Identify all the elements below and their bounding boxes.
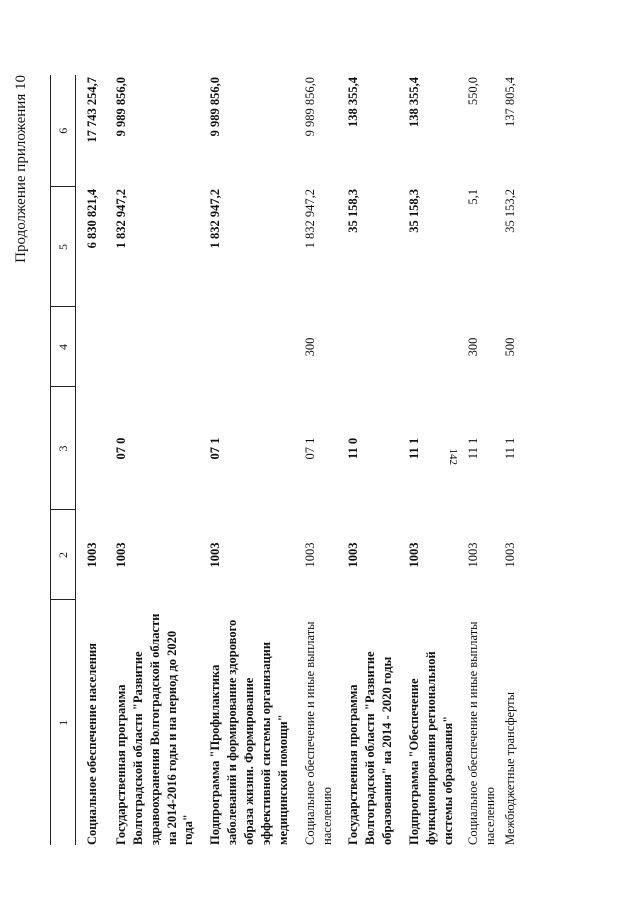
- row-name: Государственная программа Волгоградской области "Развитие образования" на 2014 - 2020 годы: [346, 651, 395, 845]
- row-name: Подпрограмма "Обеспечение функционирования региональной системы образования": [407, 651, 455, 845]
- row-value-6: 9 989 856,0: [302, 77, 317, 137]
- row-code: 1003: [85, 542, 99, 568]
- row-code: 1003: [302, 542, 317, 568]
- row-type: 300: [465, 337, 480, 357]
- row-type: [197, 307, 291, 387]
- row-value-5: 1 832 947,2: [208, 189, 223, 249]
- table-row: [292, 75, 336, 845]
- table-row: [197, 75, 291, 845]
- row-value-5: 35 158,3: [346, 189, 361, 233]
- row-name: Межбюджетные трансферты: [503, 691, 518, 845]
- row-value-6: 137 805,4: [503, 77, 518, 127]
- row-type: [76, 307, 101, 387]
- row-type: [101, 307, 197, 387]
- row-name: Государственная программа Волгоградской области "Развитие здравоохранения Волгоградской области на 2014-2016 годы и на период до 2020 года": [113, 613, 196, 845]
- row-value-5: 6 830 821,4: [85, 189, 99, 249]
- table-row: [76, 75, 101, 845]
- row-code: 1003: [208, 542, 223, 568]
- row-value-6: 550,0: [465, 77, 480, 106]
- row-code: 1003: [465, 542, 480, 568]
- budget-table: [50, 75, 519, 845]
- row-value-6: 138 355,4: [346, 77, 361, 127]
- column-header-5: 5: [51, 187, 76, 307]
- appendix-caption: Продолжение приложения 10: [13, 75, 29, 263]
- table-row: [335, 75, 396, 845]
- row-value-5: 5,1: [465, 189, 480, 205]
- row-target: 11 1: [465, 437, 480, 460]
- row-target: [76, 387, 101, 510]
- row-value-5: 35 153,2: [503, 189, 518, 233]
- row-value-6: 138 355,4: [407, 77, 421, 127]
- row-target: 11 1: [407, 437, 421, 460]
- row-type: 300: [302, 337, 317, 357]
- row-code: 1003: [407, 542, 421, 568]
- row-value-5: 35 158,3: [407, 189, 421, 233]
- row-value-5: 1 832 947,2: [302, 189, 317, 249]
- column-header-2: 2: [51, 510, 76, 600]
- row-value-6: 17 743 254,7: [85, 77, 99, 143]
- row-name: Социальное обеспечение и иные выплаты населению: [302, 621, 334, 845]
- column-header-6: 6: [51, 75, 76, 187]
- row-target: 07 1: [302, 437, 317, 460]
- row-value-5: 1 832 947,2: [113, 189, 128, 249]
- column-header-3: 3: [51, 387, 76, 510]
- row-target: 07 1: [208, 437, 223, 460]
- row-code: 1003: [503, 542, 518, 568]
- row-type: [396, 307, 457, 387]
- row-name: Социальное обеспечение и иные выплаты населению: [465, 621, 497, 845]
- row-value-6: 9 989 856,0: [113, 77, 128, 137]
- row-code: 1003: [346, 542, 361, 568]
- row-name: Социальное обеспечение населения: [85, 643, 99, 845]
- header-row: [51, 75, 76, 845]
- column-header-4: 4: [51, 307, 76, 387]
- table-row: [101, 75, 197, 845]
- row-type: [335, 307, 396, 387]
- row-target: 11 0: [346, 437, 361, 460]
- table-row: [396, 75, 457, 845]
- row-type: 500: [503, 337, 518, 357]
- rotated-page: [13, 75, 585, 845]
- row-value-6: 9 989 856,0: [208, 77, 223, 137]
- table-row: [457, 75, 499, 845]
- row-target: 07 0: [113, 437, 128, 460]
- page-number: 142: [447, 448, 459, 465]
- row-name: Подпрограмма "Профилактика заболеваний и формирование здорового образа жизни. Формирование эффективной системы организации медицинской помощи": [208, 619, 290, 845]
- row-code: 1003: [113, 542, 128, 568]
- row-target: 11 1: [503, 437, 518, 460]
- column-header-1: 1: [51, 600, 76, 845]
- table-row: [498, 75, 519, 845]
